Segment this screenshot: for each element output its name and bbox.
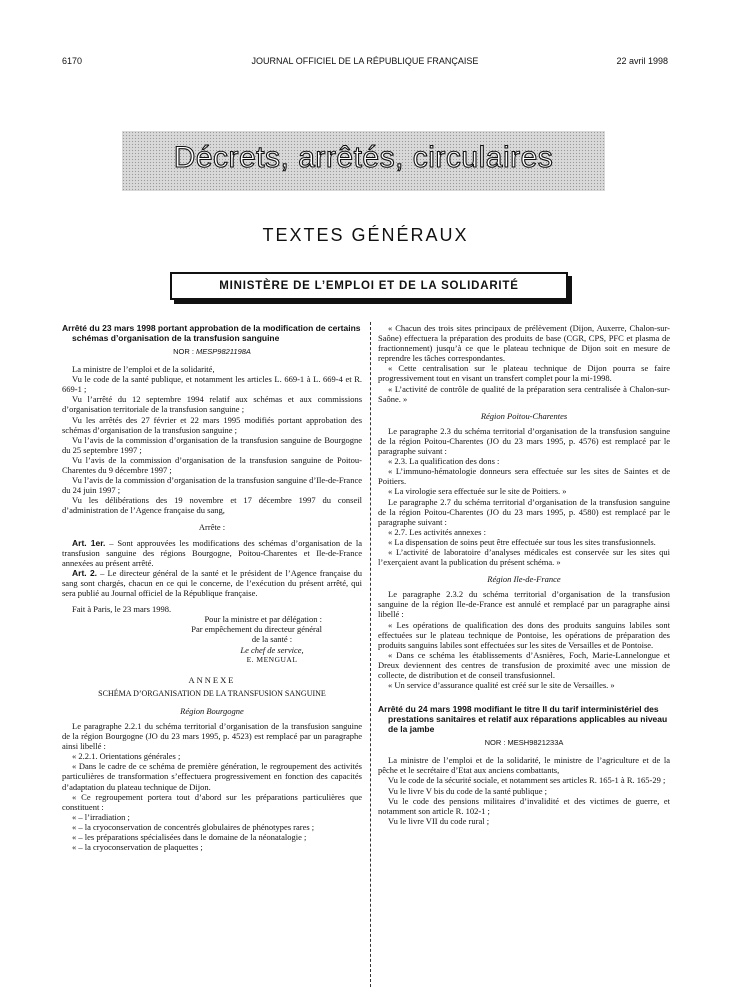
annexe-heading: ANNEXE — [188, 674, 236, 685]
list-item: « – les préparations spécialisées dans le domaine de la néonatalogie ; — [72, 832, 307, 843]
paragraph: « Dans le cadre de ce schéma de première génération, le regroupement des activités particulières de transformation s’effectuera progressivement en fonction des capacités d’adaptation du plateau technique de Dijon. — [62, 761, 362, 792]
decree-title: Arrêté du 23 mars 1998 portant approbation de la modification de certains schémas d’organisation de la transfusion sanguine — [62, 323, 361, 343]
region-heading: Région Poitou-Charentes — [480, 410, 568, 421]
paragraph: « 2.3. La qualification des dons : — [388, 456, 500, 467]
schema-heading: SCHÉMA D’ORGANISATION DE LA TRANSFUSION SANGUINE — [98, 688, 326, 698]
arrete-heading: Arrête : — [198, 521, 226, 532]
paragraph: « Un service d’assurance qualité est créé sur le site de Versailles. » — [388, 680, 615, 691]
visa: Vu les délibérations des 19 novembre et 17 décembre 1997 du conseil d’administration de l’Agence française du sang, — [62, 495, 362, 516]
article-2-text: – Le directeur général de la santé et le président de l’Agence française du sang sont chargés, chacun en ce qui le concerne, de l’exécution du présent arrêté, qui sera publié au Journal officiel de la République française. — [62, 567, 362, 599]
issue-date: 22 avril 1998 — [616, 56, 668, 66]
nor-reference — [62, 347, 362, 357]
left-column — [62, 323, 362, 852]
visa: La ministre de l’emploi et de la solidarité, — [72, 364, 215, 375]
paragraph: « Chacun des trois sites principaux de prélèvement (Dijon, Auxerre, Chalon-sur-Saône) effectuera la préparation des produits de base (CGR, CPS, PFC et plasma de fractionnement) jusqu’à ce que le plateau technique de Dijon soit en mesure de reprendre les tâches correspondantes. — [378, 323, 670, 364]
nor-reference-2 — [378, 738, 670, 748]
article-1-text: – Sont approuvées les modifications des schémas d’organisation de la transfusion sanguine des régions Bourgogne, Poitou-Charentes et Ile-de-France annexées au présent arrêté. — [62, 537, 363, 568]
paragraph: Le paragraphe 2.2.1 du schéma territorial d’organisation de la transfusion sanguine de la région Bourgogne (JO du 23 mars 1995, p. 4523) est remplacé par un paragraphe ainsi libellé : — [62, 721, 362, 752]
visa: Vu l’avis de la commission d’organisation de la transfusion sanguine d’Ile-de-France du 24 juin 1997 ; — [62, 475, 362, 496]
running-header — [62, 56, 668, 70]
visa: Vu le livre VII du code rural ; — [388, 815, 490, 826]
preparations-list — [62, 812, 362, 852]
paragraph: « Dans ce schéma les établissements d’Asnières, Foch, Marie-Lannelongue et Dreux deviennent des centres de transfusion de proximité avec une mission de collecte, de distribution et de conseil transfusionnel. — [378, 649, 670, 680]
article-1 — [62, 538, 362, 568]
paragraph: « La virologie sera effectuée sur le site de Poitiers. » — [388, 486, 567, 497]
page-number: 6170 — [62, 56, 83, 66]
article-1-label: Art. 1er. — [72, 537, 106, 548]
journal-title: JOURNAL OFFICIEL DE LA RÉPUBLIQUE FRANÇAISE — [251, 56, 479, 66]
visa: Vu l’avis de la commission d’organisation de la transfusion sanguine de Bourgogne du 25 septembre 1997 ; — [62, 434, 362, 455]
nor-value: MESH9821233A — [507, 738, 564, 748]
signatory-name: E. MENGUAL — [246, 654, 298, 664]
nor-value: MESP9821198A — [196, 347, 251, 356]
region-heading: Région Ile-de-France — [487, 574, 561, 585]
banner-title: Décrets, arrêtés, circulaires — [173, 141, 554, 174]
signature-line: de la santé : — [251, 634, 293, 645]
paragraph: « L’activité de laboratoire d’analyses médicales est conservée sur les sites qui l’exerçaient avant la publication du présent schéma. » — [378, 546, 670, 568]
article-2-label: Art. 2. — [72, 567, 98, 578]
column-divider — [370, 322, 371, 987]
nor-label: NOR : — [173, 347, 194, 356]
decree-title-2: Arrêté du 24 mars 1998 modifiant le titre II du tarif interministériel des prestations sanitaires et relatif aux réparations applicables au niveau de la jambe — [378, 704, 668, 735]
paragraph: « Cette centralisation sur le plateau technique de Dijon pourra se faire progressivement tout en visant un transfert complet pour la mi-1998. — [378, 363, 670, 384]
visa: La ministre de l’emploi et de la solidarité, le ministre de l’agriculture et de la pêche et le secrétaire d’Etat aux anciens combattants, — [378, 755, 670, 776]
right-column — [378, 323, 670, 826]
paragraph: Le paragraphe 2.3 du schéma territorial d’organisation de la transfusion sanguine de la région Poitou-Charentes (JO du 23 mars 1995, p. 4576) est remplacé par le paragraphe suivant : — [378, 425, 670, 457]
visa: Vu le code de la santé publique, et notamment les articles L. 669-1 à L. 669-4 et R. 669-1 ; — [62, 374, 362, 395]
paragraph: « Ce regroupement portera tout d’abord sur les préparations particulières que constituent : — [62, 791, 362, 812]
paragraph: « La dispensation de soins peut être effectuée sur tous les sites transfusionnels. — [388, 536, 656, 547]
visa: Vu le code de la sécurité sociale, et notamment ses articles R. 165-1 à R. 165-29 ; — [388, 775, 666, 786]
ministry-box — [170, 272, 568, 300]
signature-role: Le chef de service, — [240, 644, 304, 655]
paragraph: « 2.7. Les activités annexes : — [388, 526, 486, 537]
section-banner — [122, 131, 605, 191]
paragraph: « Les opérations de qualification des dons des produits sanguins labiles sont effectuées sur le plateau technique de Pontoise, les opérations de préparation des produits sanguins labiles sont effectuées sur les sites de Versailles et de Pontoise. — [378, 619, 670, 650]
paragraph: Le paragraphe 2.7 du schéma territorial d’organisation de la transfusion sanguine de la région Poitou-Charentes (JO du 23 mars 1995, p. 4580) est remplacé par le paragraphe suivant : — [378, 496, 670, 527]
visa: Vu les arrêtés des 27 février et 22 mars 1995 modifiés portant approbation des schémas d’organisation de la transfusion sanguine ; — [62, 414, 362, 435]
visa: Vu l’avis de la commission d’organisation de la transfusion sanguine de Poitou-Charentes du 9 décembre 1997 ; — [62, 454, 362, 476]
paragraph: « 2.2.1. Orientations générales ; — [72, 751, 181, 762]
list-item: « – la cryoconservation de concentrés globulaires de phénotypes rares ; — [72, 821, 315, 832]
section-title: TEXTES GÉNÉRAUX — [262, 225, 469, 245]
list-item: « – l’irradiation ; — [72, 811, 130, 822]
ministry-title: MINISTÈRE DE L’EMPLOI ET DE LA SOLIDARITÉ — [170, 272, 568, 300]
paragraph: « L’activité de contrôle de qualité de la préparation sera centralisée à Chalon-sur-Saône. » — [378, 383, 670, 404]
paragraph: « L’immuno-hématologie donneurs sera effectuée sur les sites de Saintes et de Poitiers. — [378, 466, 670, 487]
nor-label: NOR : — [484, 738, 506, 748]
signature-place-date: Fait à Paris, le 23 mars 1998. — [72, 604, 172, 615]
paragraph: Le paragraphe 2.3.2 du schéma territorial d’organisation de la transfusion sanguine de la région Ile-de-France est annulé et remplacé par un paragraphe ainsi libellé : — [378, 589, 670, 620]
region-heading: Région Bourgogne — [180, 705, 244, 716]
visa: Vu le code des pensions militaires d’invalidité et des victimes de guerre, et notamment son article R. 102-1 ; — [378, 795, 670, 816]
visa: Vu le livre V bis du code de la santé publique ; — [388, 785, 547, 796]
list-item: « – la cryoconservation de plaquettes ; — [72, 842, 203, 853]
signature-line: Par empêchement du directeur général — [191, 624, 322, 635]
signature-line: Pour la ministre et par délégation : — [204, 614, 322, 625]
visa: Vu l’arrêté du 12 septembre 1994 relatif aux schémas et aux commissions d’organisation territoriale de la transfusion sanguine ; — [62, 394, 362, 415]
article-2 — [62, 568, 362, 598]
